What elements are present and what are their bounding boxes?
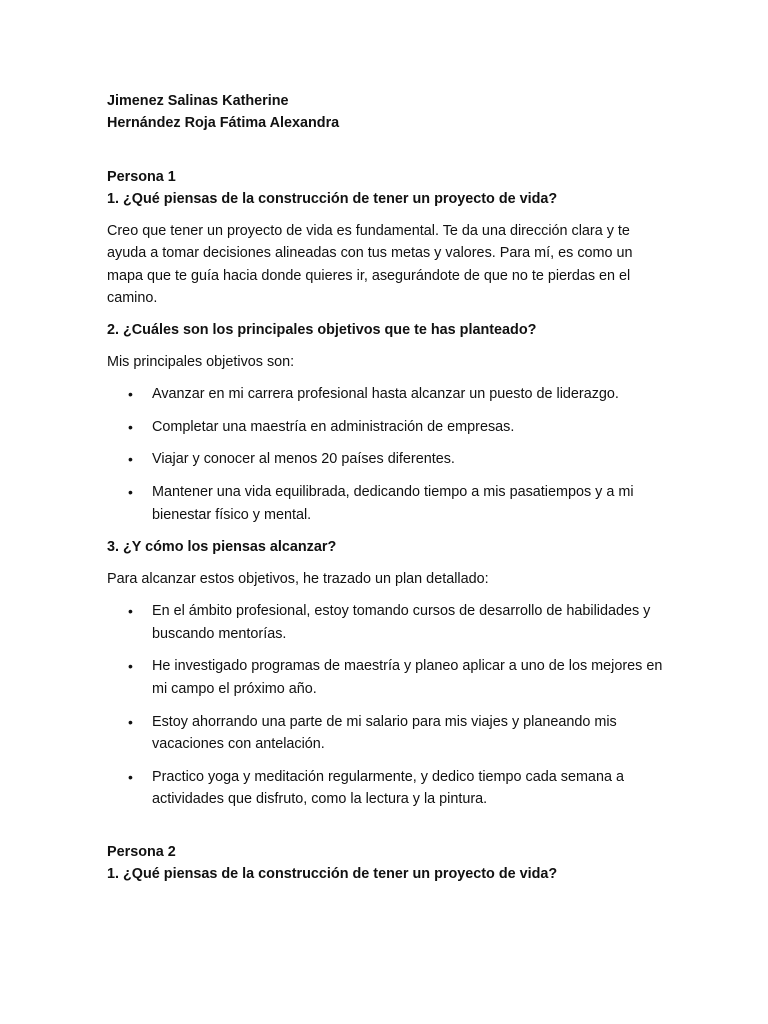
list-item-text: He investigado programas de maestría y planeo aplicar a uno de los mejores en mi campo el próximo año.: [152, 658, 663, 697]
list-item: [107, 766, 667, 811]
author-name: Hernández Roja Fátima Alexandra: [107, 115, 340, 131]
author-name: Jimenez Salinas Katherine: [107, 93, 289, 109]
bullet-icon: •: [128, 713, 133, 730]
bullet-icon: •: [128, 451, 133, 468]
persona-1-section: [107, 166, 667, 811]
list-item-text: En el ámbito profesional, estoy tomando cursos de desarrollo de habilidades y buscando mentorías.: [152, 603, 651, 642]
bullet-icon: •: [128, 386, 133, 403]
bullet-icon: •: [128, 603, 133, 620]
list-item: [107, 416, 667, 439]
bullet-icon: •: [128, 483, 133, 500]
list-item: [107, 383, 667, 406]
list-item: [107, 655, 667, 700]
answer-3-intro: Para alcanzar estos objetivos, he trazado un plan detallado:: [107, 571, 489, 588]
answer-2-list: [107, 383, 667, 526]
answer-2-intro: Mis principales objetivos son:: [107, 354, 295, 371]
question-3: 3. ¿Y cómo los piensas alcanzar?: [107, 539, 337, 556]
bullet-icon: •: [128, 418, 133, 435]
persona-heading: Persona 1: [107, 169, 176, 185]
list-item-text: Mantener una vida equilibrada, dedicando tiempo a mis pasatiempos y a mi bienestar físico y mental.: [152, 483, 634, 523]
list-item: [107, 448, 667, 471]
list-item: [107, 600, 667, 645]
document-page: [107, 90, 667, 885]
persona-heading: Persona 2: [107, 843, 176, 860]
question-1: 1. ¿Qué piensas de la construcción de tener un proyecto de vida?: [107, 865, 558, 882]
list-item-text: Viajar y conocer al menos 20 países diferentes.: [152, 451, 455, 468]
question-1: 1. ¿Qué piensas de la construcción de tener un proyecto de vida?: [107, 191, 558, 207]
list-item-text: Practico yoga y meditación regularmente, y dedico tiempo cada semana a actividades que disfruto, como la lectura y la pintura.: [152, 768, 624, 808]
list-item: [107, 711, 667, 756]
answer-1: Creo que tener un proyecto de vida es fundamental. Te da una dirección clara y te ayuda a tomar decisiones alineadas con tus metas y valores. Para mí, es como un mapa que te guía hacia donde quieres ir, asegurándote de que no te pierdas en el camino.: [107, 223, 633, 306]
list-item: [107, 481, 667, 526]
answer-3-list: [107, 600, 667, 811]
list-item-text: Estoy ahorrando una parte de mi salario para mis viajes y planeando mis vacaciones con antelación.: [152, 713, 617, 753]
persona-2-section: [107, 841, 667, 885]
bullet-icon: •: [128, 768, 133, 785]
authors: [107, 90, 667, 134]
list-item-text: Completar una maestría en administración de empresas.: [152, 418, 515, 435]
bullet-icon: •: [128, 658, 133, 675]
list-item-text: Avanzar en mi carrera profesional hasta alcanzar un puesto de liderazgo.: [152, 386, 619, 403]
question-2: 2. ¿Cuáles son los principales objetivos que te has planteado?: [107, 322, 537, 339]
